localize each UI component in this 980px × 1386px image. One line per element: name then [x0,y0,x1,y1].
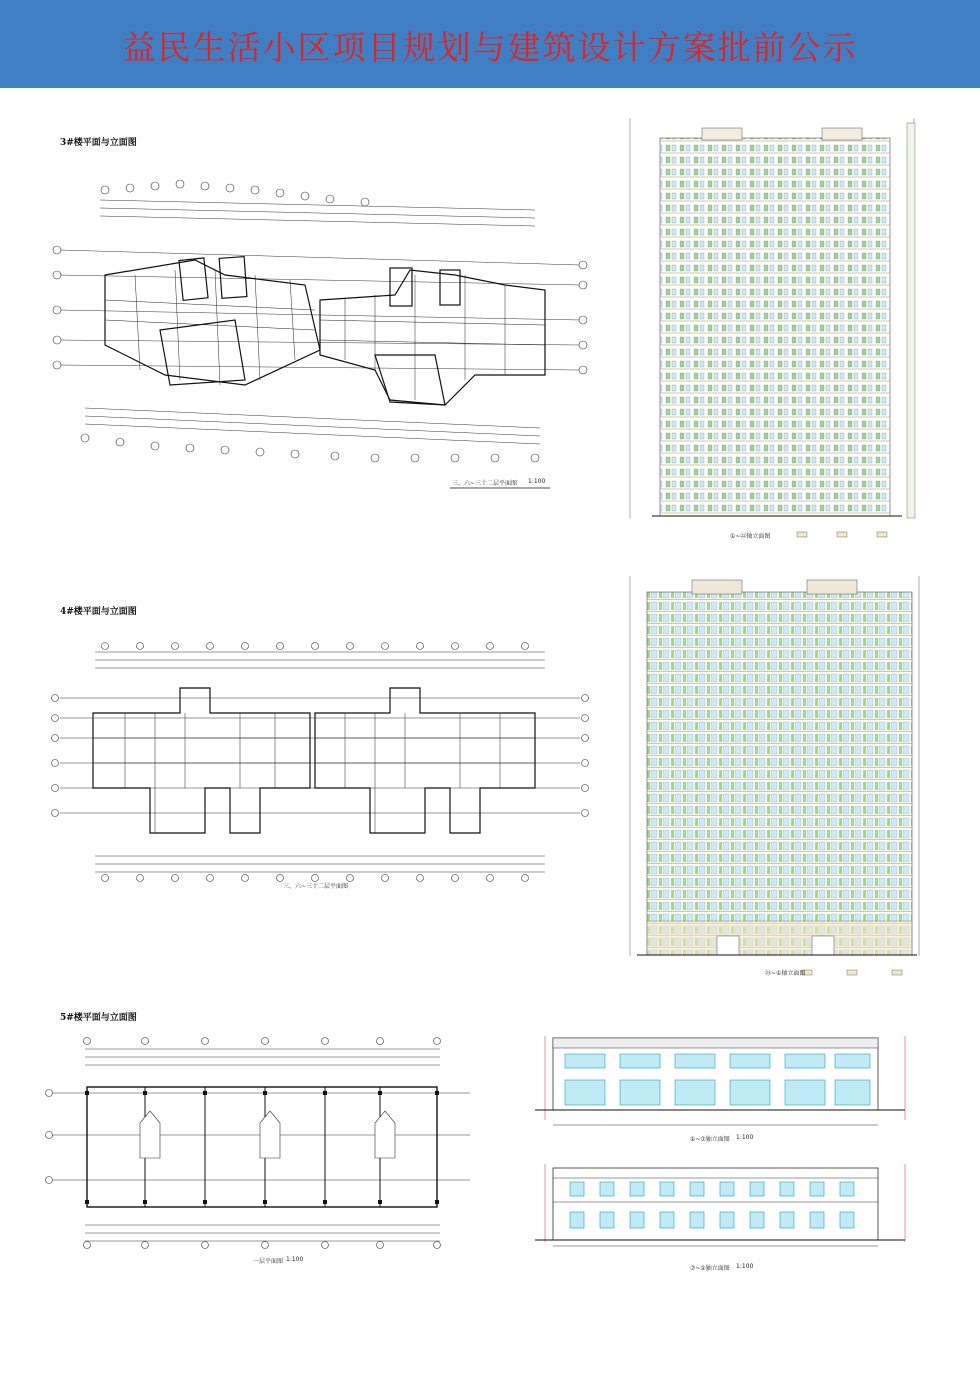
building-5-elevation2-caption: ⑦~①轴立面图 [690,1265,730,1272]
building-4-elevation [622,576,927,981]
building-5-elevation2-scale: 1:100 [736,1263,754,1270]
section-label-4: 4#楼平面与立面图 [60,607,137,617]
building-5-elevation-back [505,1160,945,1265]
page-title: 益民生活小区项目规划与建筑设计方案批前公示 [122,28,858,67]
building-5-floor-plan [45,1035,475,1250]
building-5-plan-scale: 1:100 [286,1256,304,1263]
building-5-elevation-front [505,1030,945,1135]
building-3-elevation-caption: ①~㉒轴立面图 [730,533,771,540]
building-5-elevation1-scale: 1:100 [736,1134,754,1141]
section-label-5: 5#楼平面与立面图 [60,1013,137,1023]
building-4-floor-plan [45,638,595,888]
title-banner [0,0,980,88]
building-4-elevation-caption: ㉓~①轴立面图 [765,970,806,977]
building-4-plan-caption: 三、六~三十二层平面图 [283,883,349,890]
building-3-plan-scale: 1:100 [528,478,546,485]
building-3-plan-caption: 三、六~三十二层平面图 [452,480,518,487]
building-5-plan-caption: 一层平面图 [253,1258,284,1265]
building-5-elevation1-caption: ①~⑦轴立面图 [690,1136,730,1143]
section-label-3: 3#楼平面与立面图 [60,138,137,148]
building-3-elevation [622,118,922,540]
building-3-floor-plan [45,180,595,500]
